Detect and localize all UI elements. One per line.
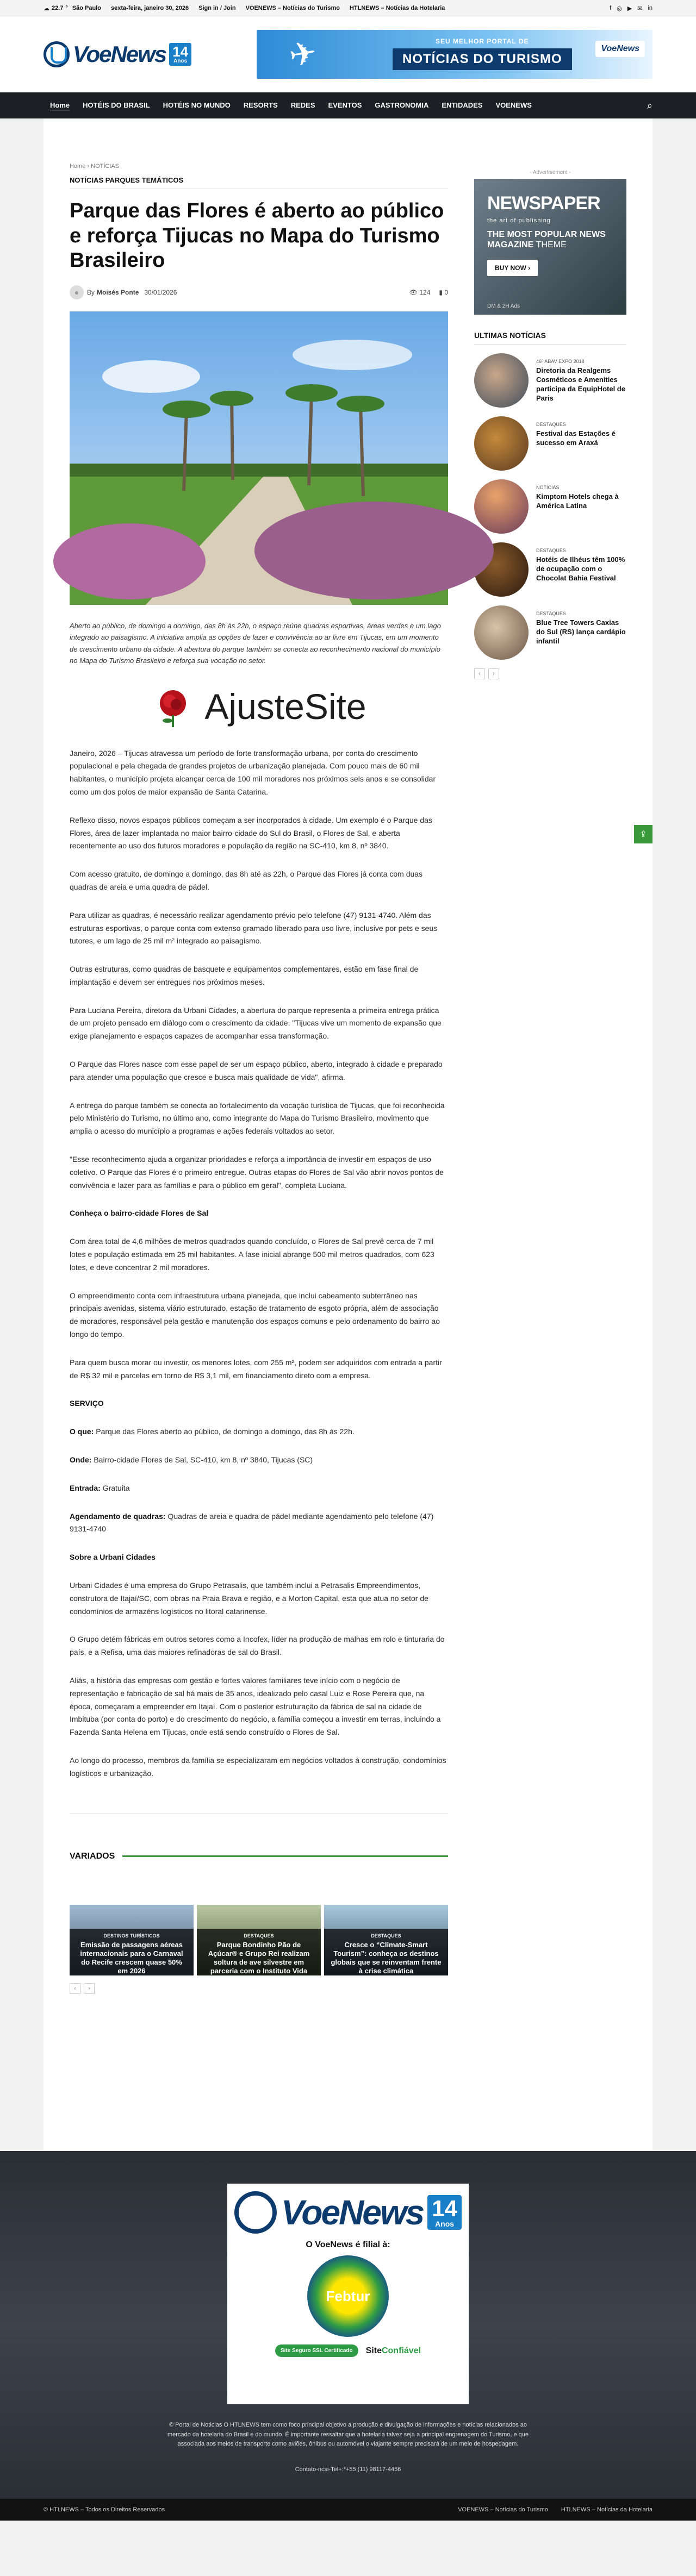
views-count: [409, 289, 431, 296]
news-category: DESTAQUES: [536, 422, 566, 427]
logo-mark-icon: [44, 41, 70, 67]
card-title: Parque Bondinho Pão de Açúcar® e Grupo Rei realizam soltura de ave silvestre em parceria com o Instituto Vida Livre: [208, 1940, 310, 1984]
servico-label: Entrada:: [70, 1483, 101, 1492]
card-overlay: [70, 1929, 194, 1975]
nav-hoteis-brasil[interactable]: HOTÉIS DO BRASIL: [83, 101, 150, 109]
news-title: Festival das Estações é sucesso em Araxá: [536, 429, 616, 447]
seal2-part-b: Confiável: [381, 2346, 421, 2355]
article-meta: [70, 285, 448, 299]
article-paragraph: Para Luciana Pereira, diretora da Urbani Cidades, a abertura do parque representa a primeira entrega prática de um projeto pensado em diálogo com o crescimento da cidade. "Tijucas vive um momento de expansão que exige planejamento e espaços capazes de acompanhar essa transformação.: [70, 1005, 442, 1041]
logo-badge-sub: Anos: [173, 58, 188, 64]
news-title: Hotéis de Ilhéus têm 100% de ocupação com o Chocolat Bahia Festival: [536, 555, 625, 582]
scroll-top-icon[interactable]: ⇪: [634, 825, 652, 843]
site-footer: [0, 2151, 696, 2499]
nav-eventos[interactable]: EVENTOS: [328, 101, 362, 109]
news-thumb: [474, 605, 529, 660]
footer-logo-badge: [427, 2195, 462, 2230]
nav-resorts[interactable]: RESORTS: [243, 101, 278, 109]
seal2-part-a: Site: [365, 2346, 382, 2355]
sidebar-news-item[interactable]: [474, 542, 626, 597]
sidebar: [474, 162, 626, 1994]
sidebar-news-item[interactable]: [474, 416, 626, 471]
article-paragraph: Para utilizar as quadras, é necessário realizar agendamento prévio pelo telefone (47) 9131-4740. Além das estruturas esportivas, o parque conta com extenso gramado liberado para uso livre, inclusive por pets e seus tutores, e um lago de 25 mil m² integrado ao paisagismo.: [70, 910, 438, 946]
variados-card[interactable]: [324, 1905, 448, 1975]
servico-label: O que:: [70, 1427, 94, 1436]
weather-city: São Paulo: [72, 5, 102, 11]
trust-seals: [275, 2344, 421, 2357]
nav-entidades[interactable]: ENTIDADES: [442, 101, 483, 109]
top-date: sexta-feira, janeiro 30, 2026: [111, 5, 189, 11]
article-paragraph: "Esse reconhecimento ajuda a organizar prioridades e reforça a importância de investir em espaços de uso coletivo. O Parque das Flores é o primeiro entregue. Outras etapas do Flores de Sal vão abrir novos pontos de convivência e lazer para as famílias e para o público em geral", completa Luciana.: [70, 1155, 444, 1190]
news-category: DESTAQUES: [536, 548, 566, 553]
article-paragraph: O empreendimento conta com infraestrutura urbana planejada, que inclui cabeamento subterrâneo nas principais avenidas, sistema viário estruturado, estação de tratamento de esgoto própria, além de associação de moradores, responsável pela gestão e manutenção dos espaços comuns e pelo ordenamento do bairro ao longo do tempo.: [70, 1291, 440, 1339]
ultimas-heading: ULTIMAS NOTÍCIAS: [474, 331, 626, 345]
sidebar-pager: [474, 668, 626, 679]
variados-card[interactable]: [197, 1905, 321, 1984]
article-category[interactable]: NOTÍCIAS PARQUES TEMÁTICOS: [70, 176, 448, 189]
ad-footnote: DM & 2H Ads: [487, 303, 520, 309]
next-page-icon[interactable]: ›: [488, 668, 499, 679]
facebook-icon[interactable]: f: [610, 4, 612, 11]
article-date: 30/01/2026: [144, 288, 177, 296]
footer-logo[interactable]: [234, 2191, 462, 2234]
article-paragraph: Urbani Cidades é uma empresa do Grupo Petrasalis, que também inclui a Petrasalis Empreendimentos, construtora de Itajaí/SC, com obras na Praia Brava e região, e a Morton Capital, esta que atua no setor de condomínios de armazéns logísticos no litoral catarinense.: [70, 1581, 428, 1616]
ad-headline-1: THE MOST POPULAR: [487, 230, 577, 239]
rose-icon: [151, 685, 195, 728]
banner-big-text: NOTÍCIAS DO TURISMO: [393, 48, 572, 70]
site-logo[interactable]: [44, 41, 191, 67]
ad-headline-2: NEWS: [579, 230, 606, 239]
article-paragraph: O Parque das Flores nasce com esse papel de ser um espaço público, aberto, integrado à cidade e preparado para atender uma população que cresce e busca mais qualidade de vida", afirma.: [70, 1060, 443, 1081]
nav-gastronomia[interactable]: GASTRONOMIA: [375, 101, 429, 109]
sidebar-news-item[interactable]: [474, 353, 626, 408]
ad-headline-4: THEME: [536, 240, 567, 250]
news-category: NOTÍCIAS: [536, 485, 560, 490]
nav-redes[interactable]: REDES: [290, 101, 315, 109]
servico-item: [70, 1454, 448, 1467]
search-icon[interactable]: ⌕: [647, 99, 652, 111]
article-hero-image: [70, 311, 448, 605]
breadcrumb-home[interactable]: Home: [70, 163, 86, 170]
copyright: © HTLNEWS – Todos os Direitos Reservados: [44, 2506, 165, 2513]
nav-hoteis-mundo[interactable]: HOTÉIS NO MUNDO: [163, 101, 231, 109]
weather-unit: °: [65, 5, 68, 11]
card-title: Emissão de passagens aéreas internacionais para o Carnaval do Recife crescem quase 50% em 2026: [80, 1940, 183, 1975]
ssl-seal[interactable]: Site Seguro SSL Certificado: [275, 2344, 358, 2357]
article-paragraph: A entrega do parque também se conecta ao fortalecimento da vocação turística de Tijucas, que foi reconhecida pelo Ministério do Turismo, no último ano, como integrante do Mapa do Turismo Brasileiro, movimento que amplia o acesso do município a programas e ações federais voltados ao setor.: [70, 1101, 445, 1136]
article-paragraph: Janeiro, 2026 – Tijucas atravessa um período de forte transformação urbana, por conta do crescimento populacional e pela chegada de grandes projetos de urbanização planejada. Com pouco mais de 60 mil habitantes, o município projeta alcançar cerca de 100 mil moradores nos próximos seis anos e se consolidar como um dos polos de maior expansão de Santa Catarina.: [70, 748, 436, 796]
servico-item: [70, 1425, 448, 1439]
top-link-htlnews[interactable]: HTLNEWS – Notícias da Hotelaria: [349, 5, 445, 11]
variados-title: VARIADOS: [70, 1851, 115, 1861]
article-title: Parque das Flores é aberto ao público e reforça Tijucas no Mapa do Turismo Brasileiro: [70, 199, 444, 272]
author-link[interactable]: Moisés Ponte: [97, 288, 139, 296]
ad-headline-3: MAGAZINE: [487, 240, 534, 250]
servico-text: Parque das Flores aberto ao público, de domingo a domingo, das 8h às 22h.: [94, 1427, 355, 1436]
article-paragraph: Outras estruturas, como quadras de basquete e equipamentos complementares, estão em fase final de implantação e devem ser entregues nos próximos meses.: [70, 965, 419, 986]
cloud-icon: ☁: [44, 5, 49, 12]
news-category: 46º ABAV EXPO 2018: [536, 359, 585, 364]
article-body: [70, 747, 448, 1780]
ajustesite-logo[interactable]: [70, 682, 448, 731]
sidebar-news-item[interactable]: [474, 605, 626, 660]
page-content: [44, 118, 652, 2151]
article-paragraph: O Grupo detém fábricas em outros setores como a Incofex, líder na produção de malhas em rolo e tinturaria do país, e a Refisa, uma das maiores refinadoras de sal do Brasil.: [70, 1635, 445, 1657]
footer-logo-sub: Anos: [435, 2219, 455, 2228]
banner-logo: VoeNews: [595, 41, 645, 57]
logo-badge-num: 14: [172, 43, 189, 60]
article-paragraph: Com acesso gratuito, de domingo a domingo, das 8h até as 22h, o Parque das Flores já conta com duas quadras de areia e uma quadra de pádel.: [70, 870, 423, 891]
weather-widget: [44, 5, 101, 12]
news-thumb: [474, 479, 529, 534]
febtur-logo[interactable]: Febtur: [307, 2255, 389, 2337]
servico-text: Quadras de areia e quadra de pádel mediante agendamento pelo telefone (47) 9131-4740: [70, 1511, 434, 1534]
filial-text: O VoeNews é filial à:: [306, 2240, 390, 2249]
ad-subtitle: the art of publishing: [487, 217, 551, 224]
comments-value: 0: [444, 288, 448, 296]
top-bar: [0, 0, 696, 16]
top-link-voenews[interactable]: VOENEWS – Notícias do Turismo: [245, 5, 340, 11]
article-main: [70, 162, 448, 1994]
by-label: By: [87, 288, 95, 296]
article-divider: [70, 1813, 448, 1814]
prev-page-icon[interactable]: ‹: [70, 1983, 80, 1994]
weather-temp: 22.7: [52, 5, 64, 11]
sidebar-ad[interactable]: [474, 179, 626, 315]
footer-contact: Contato-ncsi-Tel+:*+55 (11) 98117-4456: [295, 2466, 401, 2473]
bottom-link-voenews[interactable]: VOENEWS – Notícias do Turismo: [458, 2506, 548, 2513]
signin-link[interactable]: Sign in / Join: [198, 5, 236, 11]
bottom-link-htlnews[interactable]: HTLNEWS – Notícias da Hotelaria: [561, 2506, 652, 2513]
servico-item: [70, 1482, 448, 1495]
mail-icon[interactable]: ✉: [637, 5, 643, 12]
servico-text: Bairro-cidade Flores de Sal, SC-410, km 8, nº 3840, Tijucas (SC): [91, 1455, 313, 1465]
header-banner-ad[interactable]: [257, 30, 652, 79]
site-header: [0, 16, 696, 92]
servico-label: Agendamento de quadras:: [70, 1511, 166, 1521]
social-icons: [610, 5, 652, 12]
card-category: DESTINOS TURÍSTICOS: [103, 1933, 160, 1939]
ad-title: NEWSPAPER: [487, 193, 600, 214]
breadcrumb-noticias[interactable]: NOTÍCIAS: [91, 163, 120, 170]
main-nav: [0, 92, 696, 118]
servico-text: Gratuita: [100, 1483, 130, 1492]
footer-about: © Portal de Noticias O HTLNEWS tem como foco principal objetivo a produção e divulgação de informações e notícias relacionados ao mercado da hotelaria do Brasil e do mundo. É importante ressaltar que a hotelaria talvez seja a principal engrenagem do Turismo, e que associada aos meios de transporte como aviões, ônibus ou automóvel o viajante sempre precisará de um meio de hospedagem.: [167, 2422, 529, 2448]
site-confiavel-seal[interactable]: [366, 2346, 421, 2356]
variados-card[interactable]: [70, 1905, 194, 1975]
card-title: Cresce o “Climate-Smart Tourism”: conheça os destinos globais que se reinventam frente à crise climática: [331, 1940, 442, 1975]
footer-logo-text: VoeNews: [281, 2193, 424, 2232]
article-paragraph: Para quem busca morar ou investir, os menores lotes, com 255 m², podem ser adquiridos com entrada a partir de R$ 32 mil e parcelas em torno de R$ 3,1 mil, em financiamento direto com a empresa.: [70, 1358, 442, 1380]
news-title: Diretoria da Realgems Cosméticos e Amenities participa da EquipHotel de Paris: [536, 366, 625, 402]
instagram-icon[interactable]: ◎: [617, 5, 622, 12]
news-category: DESTAQUES: [536, 611, 566, 616]
ajustesite-text: AjusteSite: [204, 686, 366, 727]
comments-count[interactable]: [439, 289, 448, 296]
news-title: Kimptom Hotels chega à América Latina: [536, 492, 619, 510]
nav-home[interactable]: Home: [50, 101, 70, 109]
news-thumb: [474, 416, 529, 471]
servico-item: [70, 1510, 448, 1536]
footer-logo-num: 14: [432, 2196, 457, 2221]
ad-buy-button[interactable]: BUY NOW ›: [487, 260, 538, 276]
footer-logo-mark-icon: [234, 2191, 277, 2234]
variados-heading: [70, 1852, 448, 1861]
breadcrumb-separator: ›: [87, 163, 91, 170]
breadcrumb: [70, 163, 119, 170]
servico-label: Onde:: [70, 1455, 92, 1465]
views-value: 124: [419, 288, 431, 296]
author-avatar-icon: ●: [70, 285, 84, 299]
article-paragraph: Com área total de 4,6 milhões de metros quadrados quando concluído, o Flores de Sal prevê cerca de 7 mil lotes e população estimada em 25 mil habitantes. A fase inicial abrange 500 mil metros quadrados, com 623 lotes, e deve concentrar 2 mil moradores.: [70, 1237, 434, 1272]
banner-text: [393, 37, 572, 70]
logo-text: VoeNews: [73, 41, 166, 67]
card-category: DESTAQUES: [244, 1933, 274, 1939]
next-page-icon[interactable]: ›: [84, 1983, 95, 1994]
subheading-flores: Conheça o bairro-cidade Flores de Sal: [70, 1209, 209, 1218]
bottom-bar: [0, 2499, 696, 2521]
footer-card: [227, 2184, 469, 2404]
youtube-icon[interactable]: ▶: [627, 5, 632, 12]
variados-cards: [70, 1905, 448, 1984]
article-paragraph: Reflexo disso, novos espaços públicos começam a ser incorporados à cidade. Um exemplo é o Parque das Flores, área de lazer implantada no maior bairro-cidade do Sul do Brasil, o Flores de Sal, e aberta recentemente ao uso dos futuros moradores e população da região na SC-410, km 8, nº 3840.: [70, 815, 432, 851]
card-overlay: [324, 1929, 448, 1975]
logo-badge: [169, 43, 191, 66]
sidebar-news-item[interactable]: [474, 479, 626, 534]
ad-headline: [487, 229, 613, 250]
park-photo: [70, 311, 448, 605]
banner-small-text: SEU MELHOR PORTAL DE: [436, 37, 529, 45]
news-thumb: [474, 353, 529, 408]
airplane-icon: ✈: [286, 34, 320, 74]
eye-icon: 👁: [409, 288, 420, 296]
variados-line: [122, 1855, 448, 1857]
card-overlay: [197, 1929, 321, 1984]
prev-page-icon[interactable]: ‹: [474, 668, 485, 679]
linkedin-icon[interactable]: in: [648, 4, 652, 11]
subheading-servico: SERVIÇO: [70, 1399, 104, 1408]
ad-label: - Advertisement -: [530, 170, 571, 176]
article-paragraph: Ao longo do processo, membros da família se especializaram em negócios voltados à construção, condomínios logísticos e urbanização.: [70, 1755, 446, 1778]
nav-voenews[interactable]: VOENEWS: [495, 101, 532, 109]
news-title: Blue Tree Towers Caxias do Sul (RS) lança cardápio infantil: [536, 618, 626, 645]
comment-icon: ▮: [439, 288, 445, 296]
hero-caption: Aberto ao público, de domingo a domingo, das 8h às 22h, o espaço reúne quadras esportivas, áreas verdes e um lago integrado ao paisagismo. A iniciativa amplia as opções de lazer e convivência ao ar livre em Tijucas, em um momento de crescimento urbano da cidade. A abertura do parque também se conecta ao reconhecimento nacional do município no Mapa do Turismo Brasileiro e reforça sua vocação no setor.: [70, 621, 441, 665]
article-paragraph: Aliás, a história das empresas com gestão e fortes valores familiares teve início com o negócio de representação e fabricação de sal há mais de 35 anos, idealizado pelo casal Luiz e Rose Pereira que, na época, começaram a empreender em Itajaí. Com o posterior estruturação da fábrica de sal na cidade de Imbituba (por conta do porto) e do crescimento do negócio, a família começou a investir em terras, incluindo a Fazenda Santa Helena em Tijucas, onde está sendo construído o Flores de Sal.: [70, 1675, 441, 1737]
subheading-urbani: Sobre a Urbani Cidades: [70, 1553, 156, 1562]
card-category: DESTAQUES: [371, 1933, 401, 1939]
